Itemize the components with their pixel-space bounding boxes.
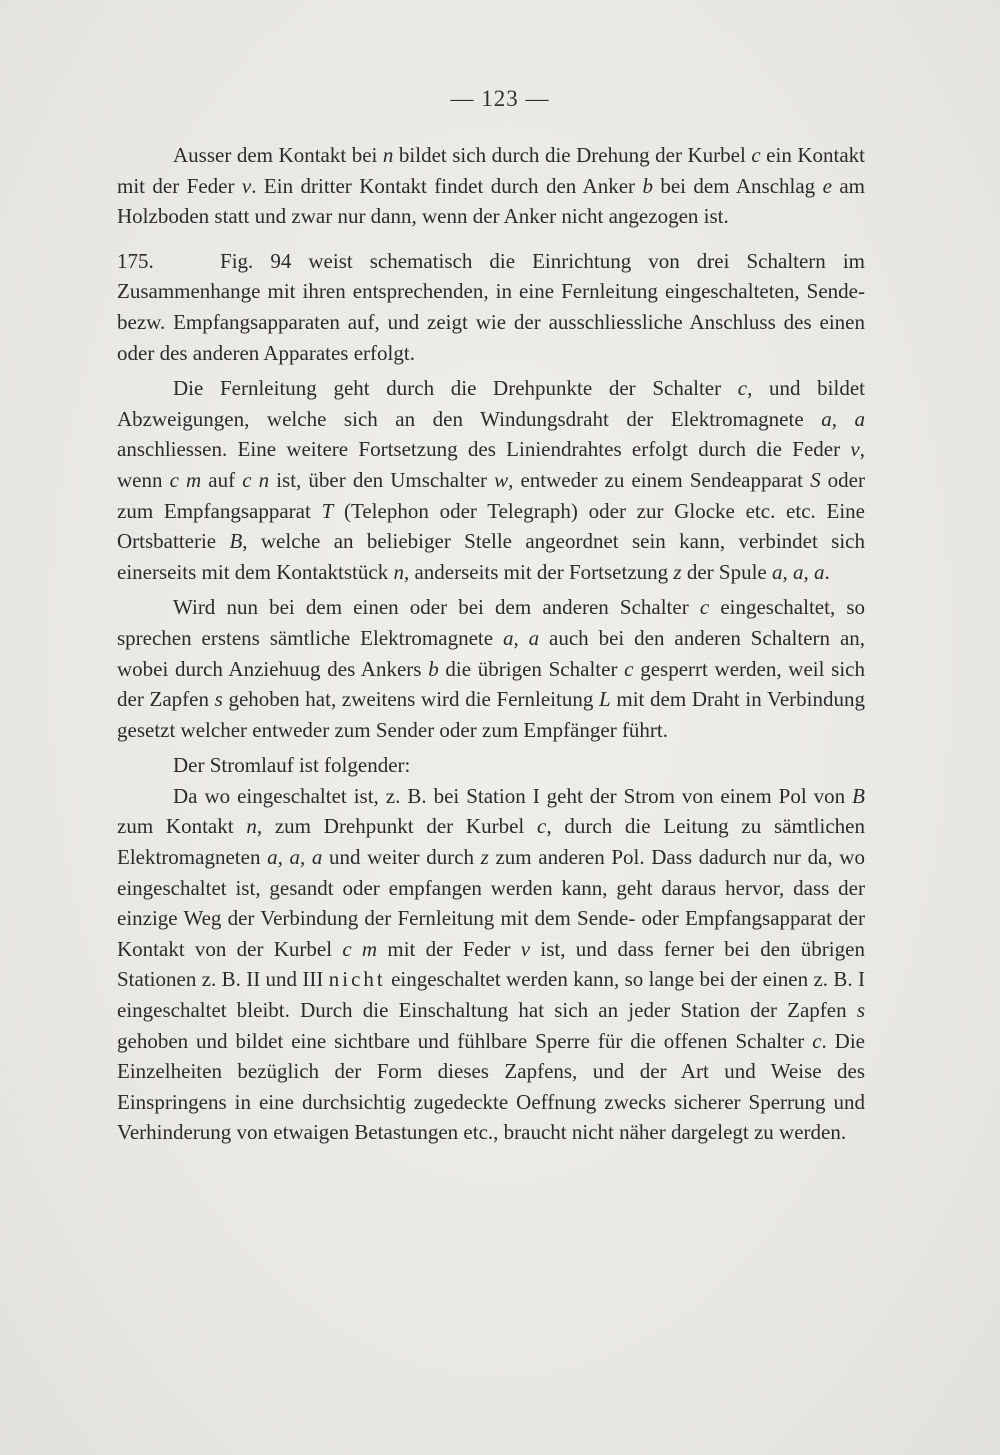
italic-symbol: w <box>494 467 509 492</box>
italic-symbol: c n <box>242 467 270 492</box>
text-run: ist, und dass ferner bei den übrigen Stationen z. B. II und III <box>117 936 865 992</box>
text-run: . Die Einzelheiten bezüglich der Form dieses Zapfens, und der Art und Weise des Einspringens in eine durchsichtig zugedeckte Oeffnung zwecks sicherer Sperrung und Verhinderung von etwaigen Betastungen etc., braucht nicht näher dargelegt zu werden. <box>117 1028 866 1145</box>
italic-symbol: c <box>751 143 761 167</box>
paragraph <box>117 750 865 781</box>
italic-symbol: c m <box>169 467 202 492</box>
italic-symbol: B <box>852 783 865 808</box>
italic-symbol: S <box>810 467 821 492</box>
text-run: die übrigen Schalter <box>438 656 625 681</box>
text-run: , entweder zu einem Sendeapparat <box>508 467 811 492</box>
paragraph <box>117 140 865 232</box>
text-run: eingeschaltet, so sprechen erstens sämtliche Elektromagnete <box>117 595 865 650</box>
text-run: Fig. 94 weist schematisch die Einrichtung von drei Schaltern im Zusammenhange mit ihren entsprechenden, in eine Fernleitung eingeschalteten, Sende- bezw. Empfangsapparaten auf, und zeigt wie der ausschliessliche Anschluss des einen oder des anderen Apparates erfolgt. <box>117 248 866 365</box>
text-run: oder zum Empfangsapparat <box>117 467 865 523</box>
text-run: , und bildet Abzweigungen, welche sich an den Windungsdraht der Elektromagnete <box>117 376 865 431</box>
text-run: mit dem Draht in Verbindung gesetzt welcher entweder zum Sender oder zum Empfänger führt. <box>117 687 865 742</box>
italic-symbol: a, a <box>502 625 540 650</box>
text-run: der Spule <box>681 559 772 584</box>
italic-symbol: e <box>822 173 832 198</box>
italic-symbol: b <box>428 656 439 681</box>
text-run: und weiter durch <box>322 845 481 870</box>
text-run: zum anderen Pol. Dass dadurch nur da, wo eingeschaltet ist, gesandt oder empfangen werden kann, geht daraus hervor, dass der einzige Weg der Verbindung der Fernleitung mit dem Sende- oder Empfangsapparat der Kontakt von der Kurbel <box>117 845 865 961</box>
text-run: gesperrt werden, weil sich der Zapfen <box>117 656 866 712</box>
italic-symbol: a, a <box>821 406 865 431</box>
paragraph-numbered <box>117 246 865 368</box>
italic-symbol: v <box>520 936 531 961</box>
text-run: , zum Drehpunkt der Kurbel <box>256 814 538 839</box>
italic-symbol: a, a, a <box>267 845 323 870</box>
italic-symbol: c m <box>342 936 378 961</box>
text-run: Ausser dem Kontakt bei <box>173 143 383 167</box>
emphasis-text: nicht <box>328 967 386 992</box>
body-text <box>117 140 865 1148</box>
text-run: , durch die Leitung zu sämtlichen Elektromagneten <box>117 814 865 870</box>
text-run: mit der Feder <box>377 936 521 961</box>
paragraph <box>117 373 865 587</box>
text-run: Der Stromlauf ist folgender: <box>173 753 411 778</box>
italic-symbol: b <box>642 173 653 198</box>
text-run: , welche an beliebiger Stelle angeordnet sein kann, verbindet sich einerseits mit dem Kontaktstück <box>117 529 865 584</box>
text-run: , anderseits mit der Fortsetzung <box>403 559 674 584</box>
text-run: gehoben hat, zweitens wird die Fernleitung <box>222 687 600 712</box>
text-run: anschliessen. Eine weitere Fortsetzung des Liniendrahtes erfolgt durch die Feder <box>117 437 851 462</box>
text-run: ein Kontakt mit der Feder <box>117 143 865 198</box>
text-run: bildet sich durch die Drehung der Kurbel <box>393 143 752 167</box>
italic-symbol: T <box>321 498 334 523</box>
paragraph <box>117 592 865 745</box>
italic-symbol: v <box>241 173 252 198</box>
text-run: Wird nun bei dem einen oder bei dem anderen Schalter <box>173 595 700 620</box>
text-run: Da wo eingeschaltet ist, z. B. bei Station I geht der Strom von einem Pol von <box>173 783 853 808</box>
text-run: ist, über den Umschalter <box>269 467 495 492</box>
text-run: Die Fernleitung geht durch die Drehpunkte der Schalter <box>173 376 738 401</box>
paragraph <box>117 781 865 1148</box>
italic-symbol: n <box>246 814 257 839</box>
italic-symbol: c <box>812 1028 822 1053</box>
paragraph-number: 175. <box>117 248 154 273</box>
italic-symbol: n <box>382 143 394 167</box>
italic-symbol: c <box>537 814 547 839</box>
italic-symbol: z <box>480 845 489 870</box>
text-run: . Ein dritter Kontakt findet durch den Anker <box>251 173 643 198</box>
text-run: zum Kontakt <box>117 814 247 839</box>
italic-symbol: c <box>624 656 634 681</box>
italic-symbol: v <box>850 437 860 462</box>
text-run: auf <box>201 467 243 492</box>
page-number: — 123 — <box>450 86 550 111</box>
italic-symbol: L <box>599 687 611 712</box>
italic-symbol: c <box>699 595 710 620</box>
text-run: gehoben und bildet eine sichtbare und fühlbare Sperre für die offenen Schalter <box>117 1028 813 1053</box>
italic-symbol: a, a, a <box>772 559 825 584</box>
text-run: auch bei den anderen Schaltern an, wobei durch Anziehuug des Ankers <box>117 625 866 681</box>
text-run: , wenn <box>117 437 865 492</box>
text-run: am Holzboden statt und zwar nur dann, wenn der Anker nicht angezogen ist. <box>117 173 865 229</box>
italic-symbol: s <box>856 998 865 1023</box>
text-run: bei dem Anschlag <box>652 173 823 198</box>
italic-symbol: B <box>229 529 243 554</box>
text-run: eingeschaltet werden kann, so lange bei der einen z. B. I eingeschaltet bleibt. Durch die Einschaltung hat sich an jeder Station der Zapfen <box>117 967 865 1023</box>
italic-symbol: n <box>393 559 404 584</box>
italic-symbol: c <box>737 376 748 401</box>
italic-symbol: s <box>214 687 223 712</box>
text-run: . <box>824 559 830 584</box>
text-run: (Telephon oder Telegraph) oder zur Glocke etc. etc. Eine Ortsbatterie <box>117 498 866 554</box>
italic-symbol: z <box>673 559 682 584</box>
